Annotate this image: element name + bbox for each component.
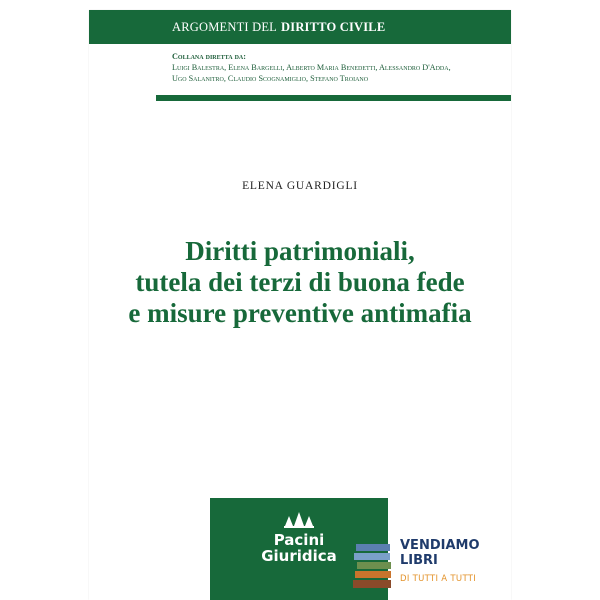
author-name: ELENA GUARDIGLI (242, 180, 358, 192)
watermark-line-2: LIBRI (400, 553, 438, 568)
editors-line-2: Ugo Salanitro, Claudio Scognamiglio, Stefano Troiano (172, 74, 369, 83)
title-line-1: Diritti patrimoniali, (185, 236, 415, 266)
pacini-logo-icon (283, 510, 315, 528)
title-line-3: e misure preventive antimafia (128, 298, 472, 328)
watermark-line-1: VENDIAMO (400, 538, 480, 553)
watermark-tagline: DI TUTTI A TUTTI (400, 574, 477, 584)
book-title (89, 236, 511, 329)
book-cover (89, 10, 511, 600)
publisher-line-1: Pacini (273, 531, 325, 549)
series-name: DIRITTO CIVILE (281, 19, 386, 34)
header-rule (156, 95, 511, 101)
editors-heading: Collana diretta da: (172, 52, 246, 61)
vendiamo-libri-watermark (352, 538, 512, 594)
editors-line-1: Luigi Balestra, Elena Bargelli, Alberto Maria Benedetti, Alessandro D'Adda, (172, 63, 451, 72)
title-line-2: tutela dei terzi di buona fede (135, 267, 465, 297)
series-prefix: ARGOMENTI DEL (172, 19, 278, 34)
publisher-line-2: Giuridica (261, 547, 337, 565)
series-editors (172, 51, 507, 84)
series-band (89, 10, 511, 44)
books-stack-icon (352, 540, 396, 592)
